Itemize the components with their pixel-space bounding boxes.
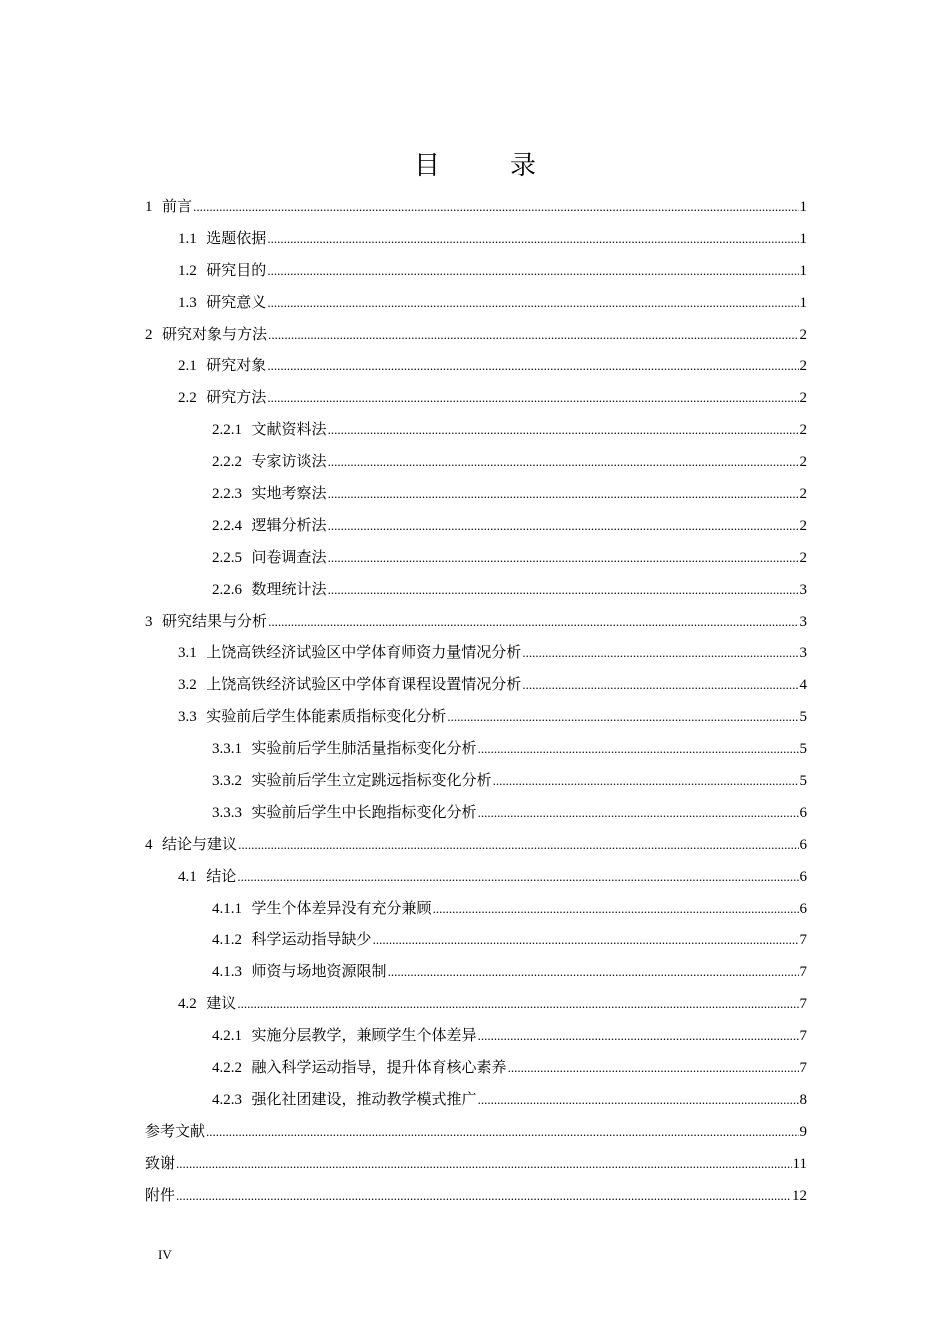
toc-entry-label: 实地考察法 — [251, 484, 327, 503]
toc-entry-number: 4.2.3 — [212, 1091, 242, 1108]
toc-entry-number: 4.2.1 — [212, 1028, 242, 1045]
toc-entry[interactable] — [145, 382, 807, 414]
toc-entry-label: 学生个体差异没有充分兼顾 — [251, 898, 432, 917]
toc-entry-label: 上饶高铁经济试验区中学体育课程设置情况分析 — [206, 675, 522, 694]
toc-entry-label: 实施分层教学，兼顾学生个体差异 — [251, 1026, 477, 1045]
toc-entry-page: 2 — [799, 486, 807, 503]
toc-entry[interactable] — [145, 223, 807, 255]
toc-entry-label: 建议 — [206, 994, 237, 1013]
toc-entry-page: 9 — [799, 1123, 807, 1140]
toc-entry-label: 结论与建议 — [162, 834, 238, 853]
toc-entry[interactable] — [145, 1020, 807, 1052]
toc-entry-page: 1 — [799, 199, 807, 215]
toc-entry-number: 2.2.4 — [212, 517, 242, 534]
dot-leader — [267, 223, 798, 255]
toc-entry-number: 1.3 — [178, 294, 197, 311]
dot-leader — [267, 255, 798, 287]
toc-entry-label: 融入科学运动指导，提升体育核心素养 — [251, 1058, 507, 1077]
toc-entry-page: 6 — [799, 836, 807, 853]
toc-entry-page: 6 — [799, 804, 807, 821]
toc-entry-page: 7 — [799, 932, 807, 949]
toc-entry[interactable] — [145, 637, 807, 669]
toc-entry-page: 2 — [799, 326, 807, 343]
toc-entry-page: 2 — [799, 517, 807, 534]
toc-entry[interactable] — [145, 606, 807, 638]
toc-entry-number: 4.1.2 — [212, 932, 242, 949]
toc-entry-page: 3 — [799, 645, 807, 662]
toc-entry-number: 1.2 — [178, 262, 197, 279]
dot-leader — [328, 542, 799, 574]
toc-entry-page: 7 — [799, 964, 807, 981]
dot-leader — [237, 988, 798, 1020]
toc-entry-page: 12 — [792, 1187, 807, 1204]
dot-leader — [328, 446, 799, 478]
dot-leader — [268, 606, 798, 638]
toc-entry-number: 1.1 — [178, 230, 197, 247]
toc-entry-label: 研究目的 — [206, 260, 267, 279]
dot-leader — [267, 287, 798, 319]
toc-entry[interactable] — [145, 1052, 807, 1084]
toc-entry[interactable] — [145, 797, 807, 829]
toc-entry-number: 4.1 — [178, 868, 197, 885]
toc-entry[interactable] — [145, 988, 807, 1020]
toc-entry[interactable] — [145, 287, 807, 319]
toc-entry-label: 数理统计法 — [251, 579, 327, 598]
toc-entry-number: 3.3.3 — [212, 804, 242, 821]
dot-leader — [267, 382, 798, 414]
toc-entry[interactable] — [145, 701, 807, 733]
dot-leader — [373, 924, 799, 956]
toc-entry-number: 2.2 — [178, 390, 197, 407]
toc-entry[interactable] — [145, 1116, 807, 1148]
toc-entry-label: 附件 — [145, 1185, 176, 1204]
dot-leader — [238, 829, 798, 861]
toc-entry[interactable] — [145, 829, 807, 861]
toc-entry-label: 逻辑分析法 — [251, 515, 327, 534]
toc-entry-number: 4.2 — [178, 996, 197, 1013]
toc-entry-page: 4 — [799, 677, 807, 694]
dot-leader — [268, 319, 798, 351]
toc-entry[interactable] — [145, 478, 807, 510]
toc-entry-number: 2 — [145, 326, 153, 343]
toc-entry-page: 5 — [799, 741, 807, 758]
toc-entry-page: 5 — [799, 709, 807, 726]
toc-entry-page: 7 — [799, 996, 807, 1013]
toc-entry-number: 3.1 — [178, 645, 197, 662]
toc-entry[interactable] — [145, 510, 807, 542]
toc-entry-label: 强化社团建设，推动教学模式推广 — [251, 1089, 477, 1108]
toc-entry-label: 科学运动指导缺少 — [251, 930, 372, 949]
toc-entry-number: 2.1 — [178, 358, 197, 375]
dot-leader — [433, 893, 799, 925]
toc-entry[interactable] — [145, 893, 807, 925]
toc-entry-label: 研究对象与方法 — [162, 324, 268, 343]
toc-entry-label: 实验前后学生体能素质指标变化分析 — [206, 707, 447, 726]
dot-leader — [478, 797, 799, 829]
dot-leader — [206, 1116, 798, 1148]
toc-entry[interactable] — [145, 255, 807, 287]
toc-entry-label: 实验前后学生立定跳远指标变化分析 — [251, 771, 492, 790]
toc-entry-label: 研究意义 — [206, 292, 267, 311]
toc-entry-label: 参考文献 — [145, 1121, 206, 1140]
toc-entry-label: 实验前后学生肺活量指标变化分析 — [251, 739, 477, 758]
toc-entry-label: 研究结果与分析 — [162, 611, 268, 630]
toc-entry[interactable] — [145, 1148, 807, 1180]
page-number: IV — [158, 1247, 172, 1262]
toc-entry-label: 结论 — [206, 866, 237, 885]
toc-entry[interactable] — [145, 574, 807, 606]
toc-entry[interactable] — [145, 1180, 807, 1212]
dot-leader — [388, 956, 799, 988]
dot-leader — [176, 1180, 791, 1212]
dot-leader — [176, 1148, 792, 1180]
toc-entry-number: 3.2 — [178, 677, 197, 694]
toc-entry-label: 问卷调查法 — [251, 547, 327, 566]
toc-entry-page: 2 — [799, 358, 807, 375]
toc-entry-number: 4.1.3 — [212, 964, 242, 981]
dot-leader — [328, 574, 799, 606]
toc-entry-number: 4 — [145, 836, 153, 853]
toc-entry[interactable] — [145, 765, 807, 797]
toc-entry-page: 1 — [799, 230, 807, 247]
toc-entry-page: 1 — [799, 294, 807, 311]
toc-entry-number: 4.1.1 — [212, 900, 242, 917]
toc-entry[interactable] — [145, 414, 807, 446]
dot-leader — [328, 414, 799, 446]
toc-entry-label: 专家访谈法 — [251, 452, 327, 471]
dot-leader — [478, 1084, 799, 1116]
toc-entry-label: 致谢 — [145, 1153, 176, 1172]
toc-entry-number: 1 — [145, 199, 153, 215]
toc-entry-page: 6 — [799, 900, 807, 917]
dot-leader — [478, 1020, 799, 1052]
toc-entry-number: 4.2.2 — [212, 1060, 242, 1077]
toc-entry-number: 3 — [145, 613, 153, 630]
toc-entry-page: 2 — [799, 390, 807, 407]
toc-entry-number: 2.2.3 — [212, 486, 242, 503]
dot-leader — [328, 478, 799, 510]
toc-entry[interactable] — [145, 542, 807, 574]
toc-entry-number: 2.2.1 — [212, 422, 242, 439]
toc-entry-number: 3.3 — [178, 709, 197, 726]
toc-entry-label: 研究对象 — [206, 356, 267, 375]
dot-leader — [328, 510, 799, 542]
toc-entry-number: 3.3.1 — [212, 741, 242, 758]
toc-entry-page: 2 — [799, 549, 807, 566]
toc-entry[interactable] — [145, 924, 807, 956]
toc-entry-label: 研究方法 — [206, 388, 267, 407]
dot-leader — [522, 637, 798, 669]
dot-leader — [508, 1052, 799, 1084]
dot-leader — [237, 861, 798, 893]
toc-entry-page: 6 — [799, 868, 807, 885]
dot-leader — [478, 733, 799, 765]
toc-entry-number: 2.2.2 — [212, 454, 242, 471]
toc-entry[interactable] — [145, 669, 807, 701]
toc-title: 目 录 — [413, 151, 558, 181]
dot-leader — [447, 701, 798, 733]
toc-entry-page: 11 — [792, 1155, 807, 1172]
toc-entry-label: 前言 — [162, 197, 193, 215]
toc-entry-page: 2 — [799, 454, 807, 471]
table-of-contents — [145, 191, 807, 1212]
toc-entry-number: 3.3.2 — [212, 773, 242, 790]
toc-entry-page: 5 — [799, 773, 807, 790]
toc-entry[interactable] — [145, 191, 807, 223]
toc-entry-number: 2.2.6 — [212, 581, 242, 598]
toc-entry-page: 7 — [799, 1028, 807, 1045]
toc-entry[interactable] — [145, 319, 807, 351]
toc-entry-page: 3 — [799, 581, 807, 598]
toc-entry[interactable] — [145, 446, 807, 478]
toc-entry-page: 7 — [799, 1060, 807, 1077]
dot-leader — [493, 765, 799, 797]
toc-entry[interactable] — [145, 733, 807, 765]
toc-entry[interactable] — [145, 861, 807, 893]
toc-entry-label: 文献资料法 — [251, 420, 327, 439]
toc-entry-number: 2.2.5 — [212, 549, 242, 566]
toc-entry-page: 2 — [799, 422, 807, 439]
toc-entry-page: 1 — [799, 262, 807, 279]
dot-leader — [522, 669, 798, 701]
toc-entry-label: 上饶高铁经济试验区中学体育师资力量情况分析 — [206, 643, 522, 662]
dot-leader — [267, 350, 798, 382]
toc-entry-label: 选题依据 — [206, 228, 267, 247]
toc-entry[interactable] — [145, 1084, 807, 1116]
dot-leader — [193, 191, 798, 223]
toc-entry-label: 师资与场地资源限制 — [251, 962, 387, 981]
toc-entry-label: 实验前后学生中长跑指标变化分析 — [251, 802, 477, 821]
toc-entry-page: 8 — [799, 1091, 807, 1108]
toc-entry[interactable] — [145, 956, 807, 988]
toc-entry-page: 3 — [799, 613, 807, 630]
toc-entry[interactable] — [145, 350, 807, 382]
